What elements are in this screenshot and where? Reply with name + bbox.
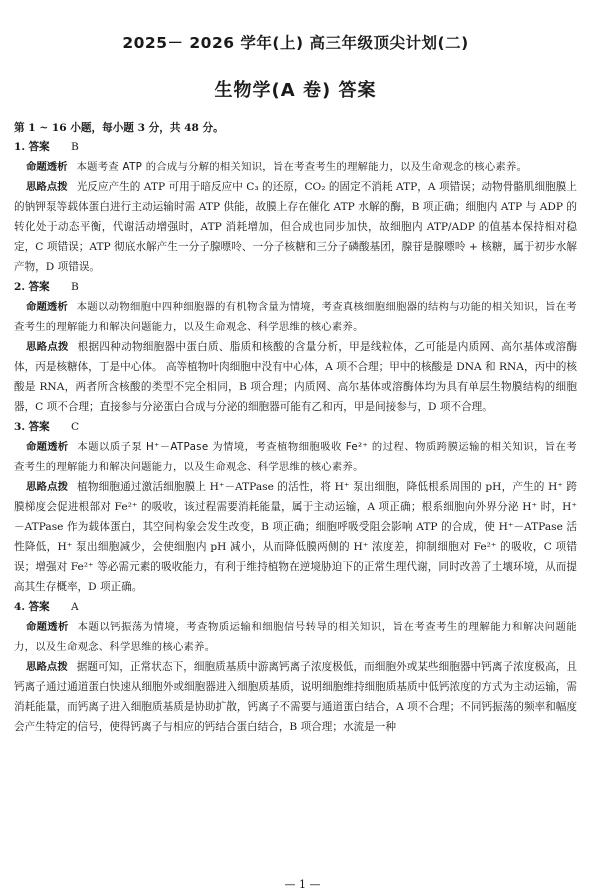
- scoring-instructions: 第 1 ~ 16 小题，每小题 3 分，共 48 分。: [14, 122, 224, 134]
- question-block-4: [14, 598, 577, 737]
- hint-label: 思路点拨: [26, 661, 68, 673]
- answer-letter: B: [71, 281, 79, 293]
- question-number: 4.: [14, 601, 26, 613]
- hint-label: 思路点拨: [26, 181, 68, 193]
- hint-row: [14, 177, 577, 277]
- analysis-label: 命题透析: [26, 161, 68, 173]
- question-header: [14, 598, 577, 617]
- answer-letter: B: [71, 141, 79, 153]
- question-block-1: [14, 138, 577, 277]
- analysis-text: 本题考查 ATP 的合成与分解的相关知识，旨在考查考生的理解能力，以及生命观念的核心素养。: [76, 161, 528, 173]
- hint-label: 思路点拨: [26, 481, 69, 493]
- analysis-row: [14, 157, 577, 177]
- analysis-text: 本题以钙振荡为情境，考查物质运输和细胞信号转导的相关知识，旨在考查考生的理解能力和解决问题能力，以及生命观念、科学思维的核心素养。: [14, 621, 577, 653]
- answer-label: 答案: [28, 281, 50, 293]
- hint-text: 植物细胞通过激活细胞膜上 H⁺－ATPase 的活性，将 H⁺ 泵出细胞，降低根系周围的 pH，产生的 H⁺ 跨膜梯度会促进根部对 Fe²⁺ 的吸收，该过程需要消耗能量，属于主动运输，A 项正确；根系细胞向外界分泌 H⁺ 时，H⁺－ATPase 作为载体蛋白，其空间构象会发生改变，B 项正确；细胞呼吸受阻会影响 ATP 的合成，使 H⁺－ATPase 活性降低，H⁺ 泵出细胞减少，会使细胞内 pH 减小，从而降低膜两侧的 H⁺ 浓度差，抑制细胞对 Fe²⁺ 的吸收，C 项错误；增强对 Fe²⁺ 等必需元素的吸收能力，有利于维持植物在逆境胁迫下的正常生理代谢，同时改善了土壤环境，从而提高其生存概率，D 项正确。: [14, 481, 578, 593]
- analysis-label: 命题透析: [26, 621, 69, 633]
- hint-row: [14, 337, 577, 417]
- answer-label: 答案: [28, 421, 50, 433]
- hint-row: [14, 477, 577, 597]
- analysis-text: 本题以质子泵 H⁺－ATPase 为情境，考查植物细胞吸收 Fe²⁺ 的过程、物质跨膜运输的相关知识，旨在考查考生的理解能力和解决问题能力，以及生命观念、科学思维的核心素养。: [14, 441, 578, 473]
- analysis-row: [14, 437, 577, 477]
- question-header: [14, 278, 577, 297]
- hint-text: 根据四种动物细胞器中蛋白质、脂质和核酸的含量分析，甲是线粒体，乙可能是内质网、高尔基体或溶酶体，丙是核糖体，丁是中心体。 高等植物叶肉细胞中没有中心体，A 项不合理；甲中的核酸是 DNA 和 RNA，丙中的核酸是 RNA，两者所含核酸的类型不完全相同，B 项合理；内质网、高尔基体或溶酶体均为具有单层生物膜结构的细胞器，C 项不合理；直接参与分泌蛋白合成与分泌的细胞器可能有乙和丙，甲是间接参与，D 项不合理。: [14, 341, 578, 413]
- answer-letter: C: [71, 421, 80, 433]
- analysis-label: 命题透析: [26, 441, 69, 453]
- exam-subtitle: 生物学(A 卷) 答案: [214, 80, 377, 101]
- hint-label: 思路点拨: [26, 341, 69, 353]
- answer-label: 答案: [28, 601, 50, 613]
- hint-text: 据题可知，正常状态下，细胞质基质中游离钙离子浓度极低，而细胞外或某些细胞器中钙离子浓度极高，且钙离子通过通道蛋白快速从细胞外或细胞器进入细胞质基质，说明细胞维持细胞质基质中低钙浓度的方式为主动运输，需消耗能量，而钙离子进入细胞质基质是协助扩散，钙离子不需要与通道蛋白结合，A 项不合理；不同钙振荡的频率和幅度会产生特定的信号，使得钙离子与相应的钙结合蛋白结合，B 项合理；水流是一种: [14, 661, 577, 733]
- hint-text: 光反应产生的 ATP 可用于暗反应中 C₃ 的还原，CO₂ 的固定不消耗 ATP，A 项错误；动物骨骼肌细胞膜上的钠钾泵等载体蛋白进行主动运输时需 ATP 供能，故膜上存在催化 ATP 水解的酶，B 项正确；细胞内 ATP 与 ADP 的转化处于动态平衡，代谢活动增强时，ATP 消耗增加，但合成也同步加快，故细胞内 ATP/ADP 的值基本保持相对稳定，C 项错误；ATP 彻底水解产生一分子腺嘌呤、一分子核糖和三分子磷酸基团，腺苷是腺嘌呤 + 核糖，属于初步水解产物，D 项错误。: [14, 181, 578, 273]
- hint-row: [14, 657, 577, 737]
- analysis-text: 本题以动物细胞中四种细胞器的有机物含量为情境，考查真核细胞细胞器的结构与功能的相关知识，旨在考查考生的理解能力和解决问题能力，以及生命观念、科学思维的核心素养。: [14, 301, 578, 333]
- answer-label: 答案: [28, 141, 50, 153]
- question-number: 2.: [14, 281, 26, 293]
- question-header: [14, 138, 577, 157]
- exam-title: 2025－ 2026 学年(上) 高三年级顶尖计划(二): [122, 34, 469, 52]
- analysis-label: 命题透析: [26, 301, 68, 313]
- analysis-row: [14, 297, 577, 337]
- question-number: 3.: [14, 421, 26, 433]
- answer-letter: A: [71, 601, 79, 613]
- page-number: — 1 —: [284, 878, 321, 891]
- question-header: [14, 418, 577, 437]
- analysis-row: [14, 617, 577, 657]
- question-block-3: [14, 418, 577, 597]
- question-block-2: [14, 278, 577, 417]
- question-number: 1.: [14, 141, 26, 153]
